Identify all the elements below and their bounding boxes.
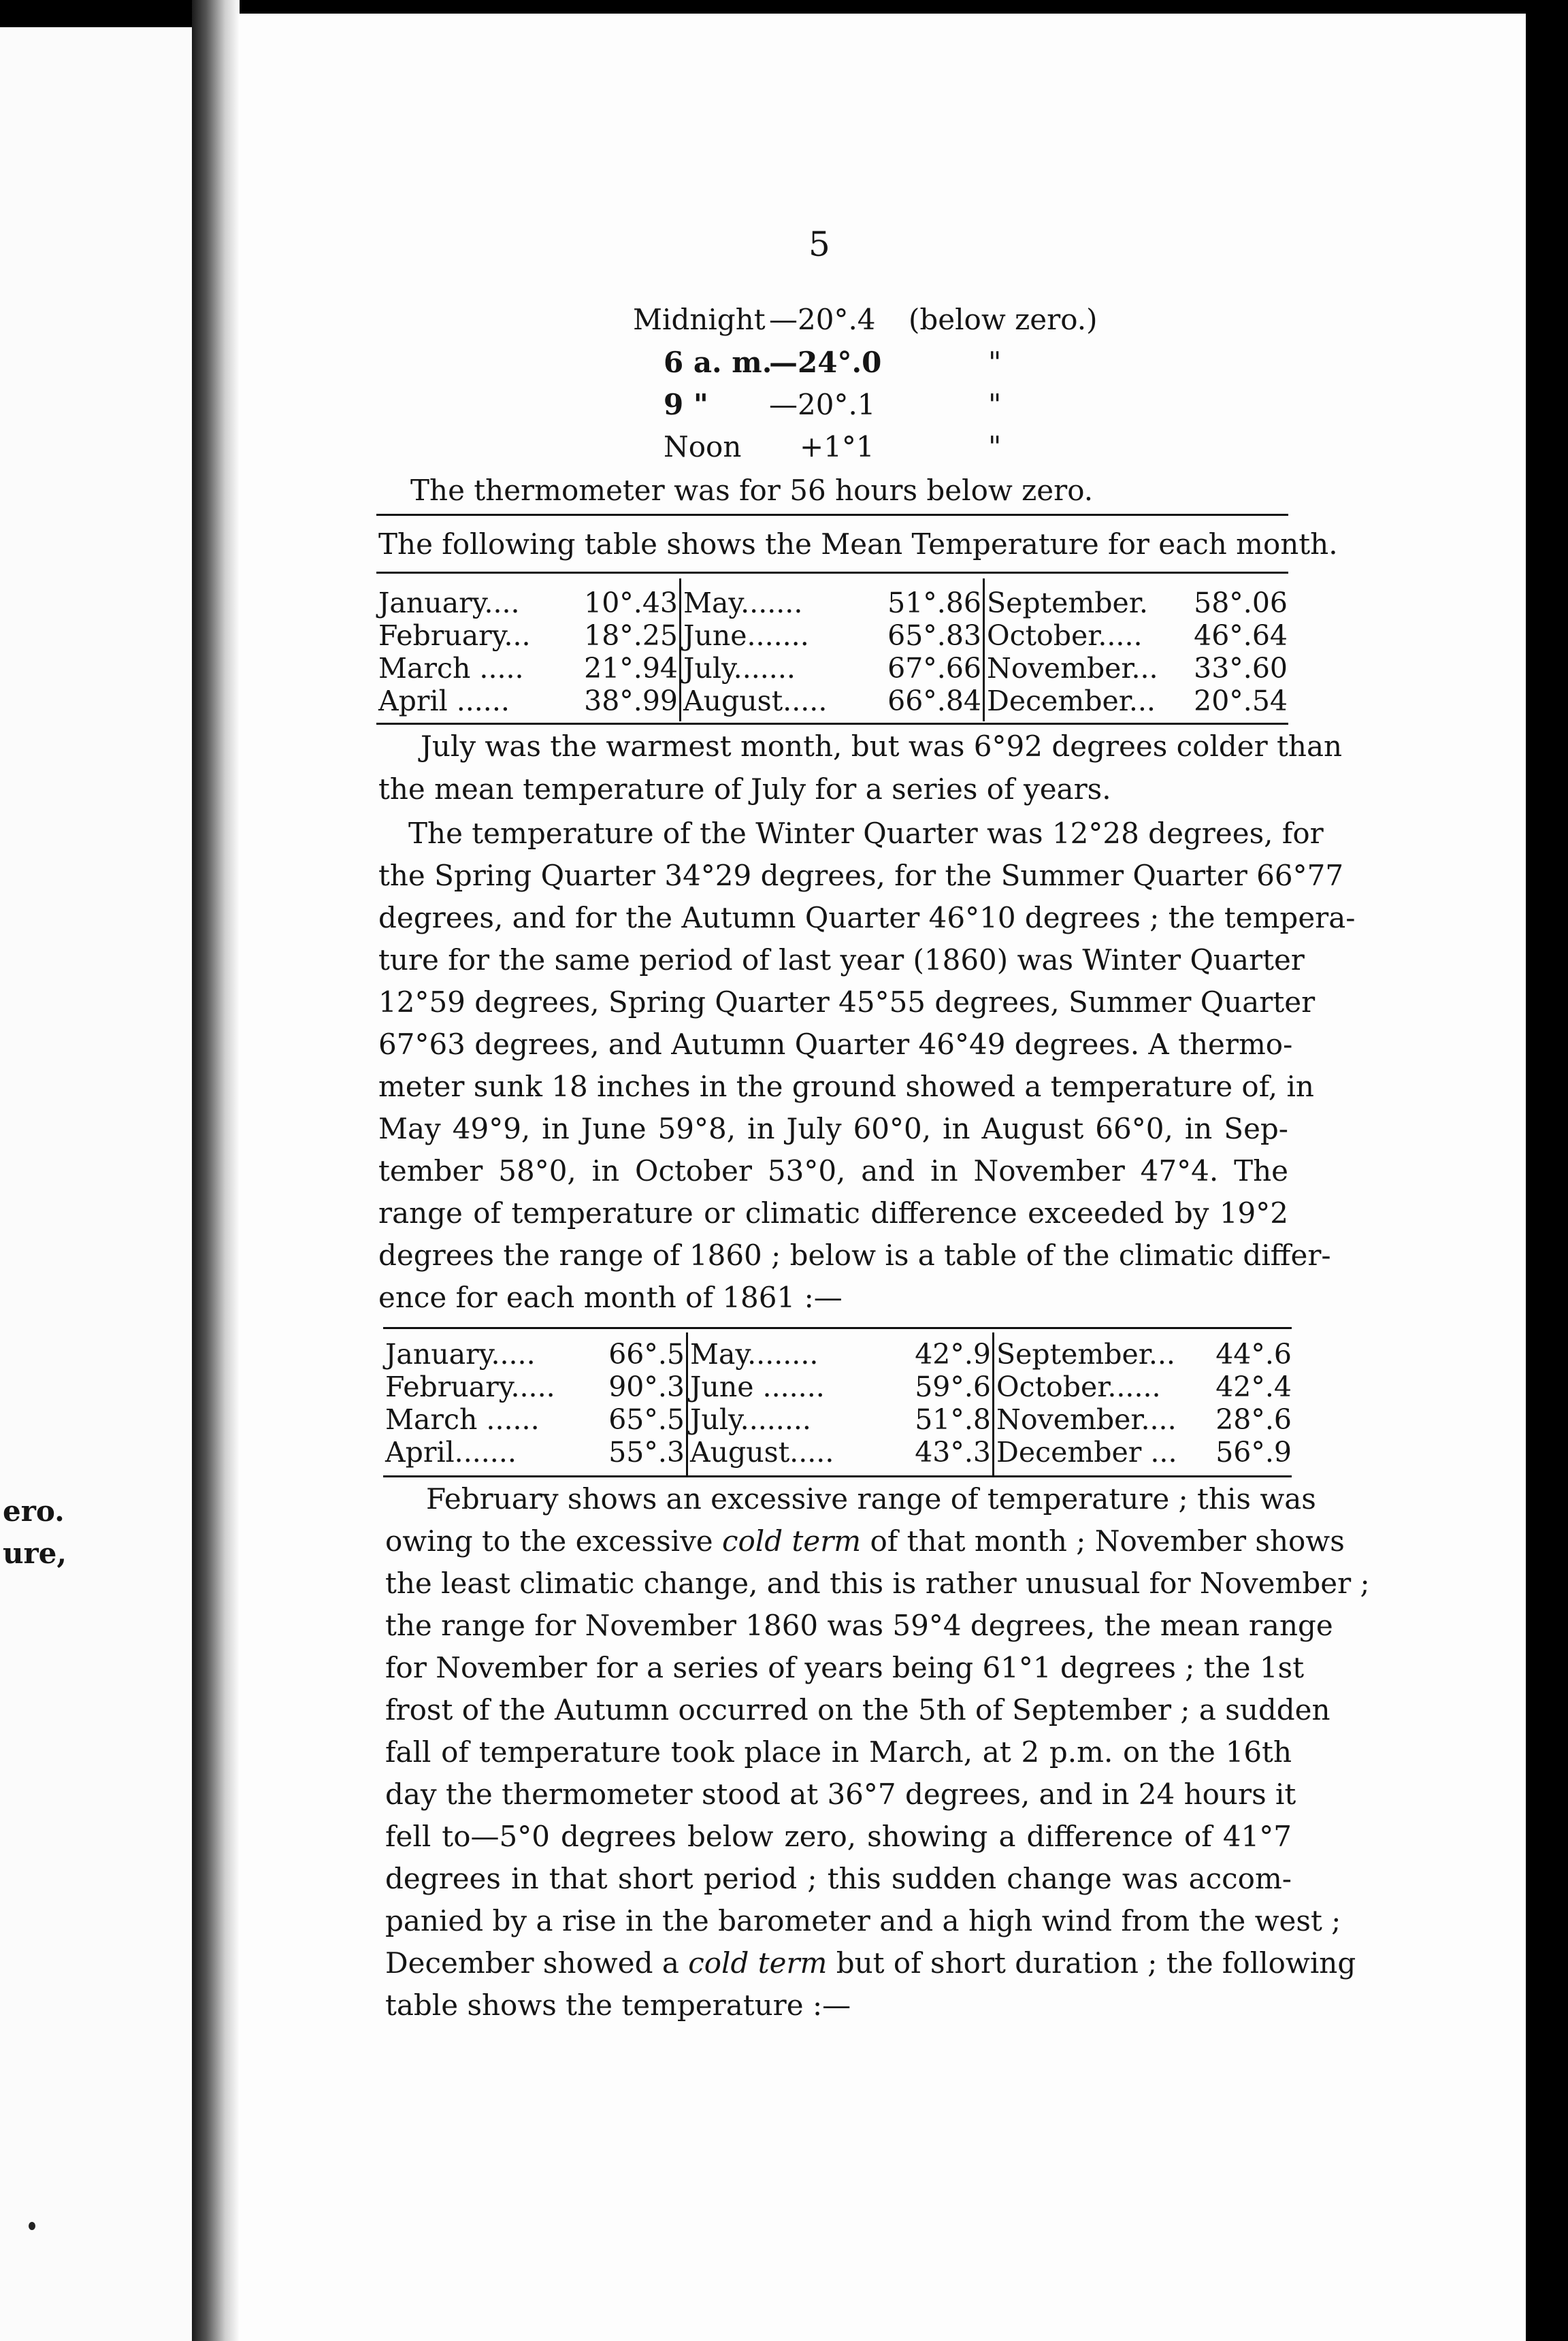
- reading-value: —20°.1: [769, 388, 876, 421]
- text-line: range of temperature or climatic difference exceeded by 19°2: [378, 1196, 1288, 1230]
- reading-note: ": [988, 346, 1002, 379]
- rule: [376, 572, 1288, 574]
- table-value: 66°.84: [887, 685, 981, 717]
- text-line: frost of the Autumn occurred on the 5th of September ; a sudden: [385, 1693, 1330, 1726]
- below-zero-sentence: The thermometer was for 56 hours below zero.: [410, 474, 1094, 507]
- text-line: ture for the same period of last year (1860) was Winter Quarter: [378, 943, 1305, 977]
- table-month: April.......: [385, 1436, 517, 1469]
- reading-time: Midnight: [633, 303, 766, 336]
- rule: [376, 514, 1288, 516]
- table-month: May.......: [683, 587, 803, 619]
- table-month: August.....: [683, 685, 828, 717]
- table-value: 44°.6: [1215, 1338, 1292, 1371]
- table-month: March ......: [385, 1403, 540, 1436]
- column-divider: [679, 578, 681, 721]
- table-month: June .......: [690, 1371, 825, 1403]
- table-value: 65°.5: [608, 1403, 685, 1436]
- text-line: May 49°9, in June 59°8, in July 60°0, in August 66°0, in Sep-: [378, 1112, 1288, 1145]
- table-month: November....: [996, 1403, 1177, 1436]
- text-line: for November for a series of years being 61°1 degrees ; the 1st: [385, 1651, 1305, 1684]
- table-month: December...: [987, 685, 1156, 717]
- table-month: July.......: [683, 652, 796, 685]
- reading-value: —24°.0: [769, 346, 882, 379]
- text-line: degrees in that short period ; this sudden change was accom-: [385, 1862, 1292, 1895]
- text-line: the Spring Quarter 34°29 degrees, for the Summer Quarter 66°77: [378, 859, 1344, 892]
- table-month: January....: [378, 587, 520, 619]
- table-month: February...: [378, 619, 531, 652]
- table-value: 42°.4: [1215, 1371, 1292, 1403]
- table-value: 56°.9: [1215, 1436, 1292, 1469]
- rule: [376, 723, 1288, 725]
- table-value: 38°.99: [584, 685, 678, 717]
- table-value: 58°.06: [1194, 587, 1288, 619]
- page-number: 5: [808, 225, 830, 264]
- text-line: the least climatic change, and this is rather unusual for November ;: [385, 1567, 1370, 1600]
- rule: [383, 1327, 1292, 1329]
- facing-fragment: ero.: [3, 1494, 65, 1528]
- text-line: the mean temperature of July for a series of years.: [378, 772, 1111, 806]
- table-value: 20°.54: [1194, 685, 1288, 717]
- mean-table-caption: The following table shows the Mean Temperature for each month.: [378, 527, 1338, 561]
- text-line: the range for November 1860 was 59°4 degrees, the mean range: [385, 1609, 1333, 1642]
- text-line: The temperature of the Winter Quarter was 12°28 degrees, for: [408, 817, 1324, 850]
- italic-run: cold term: [722, 1524, 862, 1558]
- text-line: 12°59 degrees, Spring Quarter 45°55 degrees, Summer Quarter: [378, 985, 1316, 1019]
- table-month: January.....: [385, 1338, 536, 1371]
- reading-note: ": [988, 388, 1002, 421]
- italic-run: cold term: [688, 1946, 828, 1980]
- column-divider: [686, 1332, 688, 1475]
- table-value: 18°.25: [584, 619, 678, 652]
- table-value: 42°.9: [915, 1338, 991, 1371]
- text-line: [385, 1524, 1345, 1558]
- text-line: panied by a rise in the barometer and a high wind from the west ;: [385, 1904, 1341, 1937]
- table-value: 55°.3: [608, 1436, 685, 1469]
- table-month: July........: [690, 1403, 811, 1436]
- table-month: February.....: [385, 1371, 555, 1403]
- text-line: [385, 1946, 1356, 1980]
- table-month: October.....: [987, 619, 1143, 652]
- facing-page-text: [3, 1490, 67, 1575]
- text-line: meter sunk 18 inches in the ground showed a temperature of, in: [378, 1070, 1314, 1103]
- rule: [383, 1475, 1292, 1477]
- table-month: June.......: [683, 619, 809, 652]
- reading-value: —20°.4: [769, 303, 876, 336]
- table-month: August.....: [690, 1436, 834, 1469]
- text-line: July was the warmest month, but was 6°92 degrees colder than: [421, 730, 1343, 763]
- page-gutter-shadow: [192, 0, 240, 2341]
- table-month: November...: [987, 652, 1158, 685]
- text-run: of that month ; November shows: [861, 1524, 1345, 1558]
- text-run: but of short duration ; the following: [827, 1946, 1356, 1980]
- reading-time: 6 a. m.: [664, 346, 772, 379]
- text-line: table shows the temperature :—: [385, 1988, 851, 2022]
- table-value: 10°.43: [584, 587, 678, 619]
- table-value: 59°.6: [915, 1371, 991, 1403]
- text-run: owing to the excessive: [385, 1524, 722, 1558]
- table-value: 67°.66: [887, 652, 981, 685]
- text-line: degrees the range of 1860 ; below is a table of the climatic differ-: [378, 1239, 1331, 1272]
- table-month: October......: [996, 1371, 1161, 1403]
- table-value: 46°.64: [1194, 619, 1288, 652]
- table-value: 33°.60: [1194, 652, 1288, 685]
- table-month: March .....: [378, 652, 524, 685]
- ink-speck: [29, 2222, 35, 2230]
- text-line: fell to—5°0 degrees below zero, showing a difference of 41°7: [385, 1820, 1292, 1853]
- table-month: September.: [987, 587, 1148, 619]
- text-run: December showed a: [385, 1946, 689, 1980]
- facing-page: [0, 27, 192, 2341]
- text-line: fall of temperature took place in March, at 2 p.m. on the 16th: [385, 1735, 1292, 1769]
- table-month: May........: [690, 1338, 819, 1371]
- reading-note: ": [988, 430, 1002, 463]
- reading-note: (below zero.): [909, 303, 1098, 336]
- facing-fragment: ure,: [3, 1537, 67, 1570]
- table-value: 51°.8: [915, 1403, 991, 1436]
- table-value: 90°.3: [608, 1371, 685, 1403]
- table-value: 51°.86: [887, 587, 981, 619]
- table-month: December ...: [996, 1436, 1177, 1469]
- table-value: 65°.83: [887, 619, 981, 652]
- text-line: degrees, and for the Autumn Quarter 46°10 degrees ; the tempera-: [378, 901, 1356, 934]
- table-month: April ......: [378, 685, 510, 717]
- text-line: day the thermometer stood at 36°7 degrees, and in 24 hours it: [385, 1778, 1296, 1811]
- table-value: 66°.5: [608, 1338, 685, 1371]
- column-divider: [992, 1332, 994, 1475]
- table-value: 28°.6: [1215, 1403, 1292, 1436]
- text-line: 67°63 degrees, and Autumn Quarter 46°49 degrees. A thermo-: [378, 1028, 1293, 1061]
- reading-value: +1°1: [800, 430, 875, 463]
- reading-time: 9 ": [664, 388, 708, 421]
- table-month: September...: [996, 1338, 1175, 1371]
- text-line: tember 58°0, in October 53°0, and in November 47°4. The: [378, 1154, 1288, 1188]
- table-value: 21°.94: [584, 652, 678, 685]
- text-line: ence for each month of 1861 :—: [378, 1281, 843, 1314]
- table-value: 43°.3: [915, 1436, 991, 1469]
- column-divider: [983, 578, 985, 721]
- reading-time: Noon: [664, 430, 742, 463]
- text-line: February shows an excessive range of temperature ; this was: [426, 1482, 1316, 1516]
